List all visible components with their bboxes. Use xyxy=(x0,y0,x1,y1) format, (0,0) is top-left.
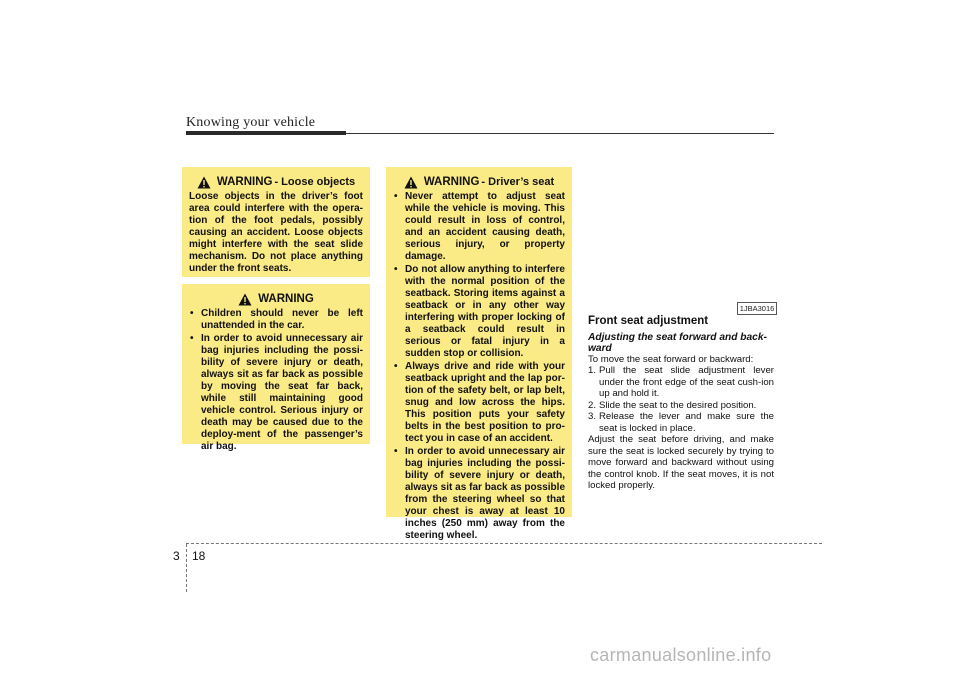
section-subheading: Adjusting the seat forward and back-ward xyxy=(588,331,767,354)
warning-box-children xyxy=(182,284,370,452)
header-rule-thick xyxy=(186,131,346,135)
watermark-text: carmanualsonline.info xyxy=(590,645,772,665)
section-closing-paragraph: Adjust the seat before driving, and make sure the seat is locked securely by trying to move forward and backward without using the control knob. If the seat moves, it is not locked properly. xyxy=(588,434,774,491)
header-rule-thin xyxy=(346,133,774,134)
warning-bullet: • Children should never be left unattended in the car. xyxy=(189,308,363,332)
page-header-title: Knowing your vehicle xyxy=(186,115,316,130)
footer-vertical-rule xyxy=(186,544,187,592)
warning-bullet: • Never attempt to adjust seat while the vehicle is moving. This could result in loss of control, and an accident causing death, serious injury, or property damage. xyxy=(393,191,565,263)
warning-label: WARNING xyxy=(216,176,273,188)
step-item xyxy=(588,400,774,412)
warning-bullet: • In order to avoid unnecessary air bag injuries including the possi-bility of severe injury or death, always sit as far back as possible by moving the seat far back, while still maintaining good vehicle control. Serious injury or death may be caused due to the deploy-ment of the passenger’s air bag. xyxy=(189,333,363,453)
section-intro: To move the seat forward or backward: xyxy=(588,353,754,365)
warning-bullet: • In order to avoid unnecessary air bag injuries including the possi-bility of severe injury or death, always sit as far back as possible from the steering wheel so that your chest is away at least 10 inches (250 mm) away from the steering wheel. xyxy=(393,446,565,542)
section-heading: Front seat adjustment xyxy=(588,315,709,327)
warning-box-loose-objects xyxy=(182,167,370,277)
footer-page-number: 18 xyxy=(192,549,206,563)
warning-bullet: • Always drive and ride with your seatback upright and the lap por-tion of the safety belt, or lap belt, snug and low across the hips. This position puts your safety belts in the best position to pro-tect you in case of an accident. xyxy=(393,361,565,445)
footer-chapter-number: 3 xyxy=(173,549,180,563)
step-text: Slide the seat to the desired position. xyxy=(599,399,757,411)
warning-label: WARNING xyxy=(423,176,480,188)
step-item xyxy=(588,411,774,434)
step-number: 3. xyxy=(588,411,597,422)
step-text: Pull the seat slide adjustment lever under the front edge of the seat cush-ion up and hold it. xyxy=(599,365,774,399)
figure-code-label: 1JBA3016 xyxy=(737,302,777,315)
warning-label: WARNING xyxy=(258,293,314,305)
warning-subtitle: - Driver’s seat xyxy=(481,176,555,188)
warning-text: Loose objects in the driver’s foot area could interfere with the opera-tion of the foot pedals, possibly causing an accident. Loose objects might interfere with the seat slide mechanism. Do not place anything under the front seats. xyxy=(189,191,363,274)
steps-list xyxy=(588,365,774,434)
warning-bullet: • Do not allow anything to interfere with the normal position of the seatback. Storing items against a seatback or in any other way interfering with proper locking of a seatback could result in serious or fatal injury in a sudden stop or collision. xyxy=(393,264,565,360)
warning-triangle-icon xyxy=(197,176,211,189)
footer-rule xyxy=(186,543,822,544)
warning-triangle-icon xyxy=(238,293,252,306)
warning-box-drivers-seat xyxy=(386,167,572,541)
warning-title xyxy=(189,292,363,306)
step-item xyxy=(588,365,774,400)
step-number: 1. xyxy=(588,365,597,376)
warning-bullet-list xyxy=(393,191,565,542)
step-number: 2. xyxy=(588,399,597,411)
warning-subtitle: - Loose objects xyxy=(274,176,356,188)
warning-triangle-icon xyxy=(404,176,418,189)
warning-title xyxy=(393,175,565,189)
step-text: Release the lever and make sure the seat is locked in place. xyxy=(599,411,774,434)
front-seat-adjustment-section xyxy=(588,316,774,492)
warning-bullet-list xyxy=(189,308,363,453)
warning-title xyxy=(189,175,363,189)
